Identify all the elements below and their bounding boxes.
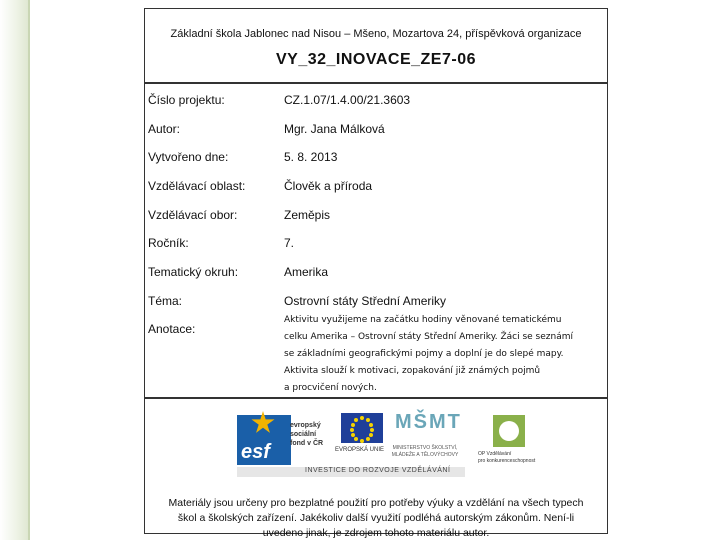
- esf-caption-line: evropský: [290, 422, 321, 429]
- header-box: [144, 8, 608, 83]
- value-educational-field: Zeměpis: [284, 208, 331, 222]
- op-logo: [493, 415, 525, 447]
- annotation-line: a procvičení nových.: [284, 383, 377, 393]
- msmt-logo: MŠMT: [395, 411, 462, 433]
- value-created: 5. 8. 2013: [284, 150, 338, 164]
- label-topic: Téma:: [148, 294, 183, 308]
- label-educational-area: Vzdělávací oblast:: [148, 179, 246, 193]
- annotation-line: Aktivitu využijeme na začátku hodiny věnované tematickému: [284, 315, 562, 325]
- value-topic: Ostrovní státy Střední Ameriky: [284, 294, 447, 308]
- school-name: Základní škola Jablonec nad Nisou – Mšeno, Mozartova 24, příspěvková organizace: [170, 28, 582, 40]
- footer-line: škol a školských zařízení. Jakékoliv další využití podléhá autorským zákonům. Není-li: [177, 512, 575, 524]
- left-decorative-bar: [0, 0, 30, 540]
- op-caption-line: OP Vzdělávání: [478, 451, 512, 457]
- invest-slogan: INVESTICE DO ROZVOJE VZDĚLÁVÁNÍ: [305, 467, 451, 474]
- value-topic-area: Amerika: [284, 265, 329, 279]
- value-grade: 7.: [284, 236, 295, 250]
- logos-box: [144, 398, 608, 539]
- esf-logo: [237, 415, 291, 465]
- esf-caption-line: sociální: [290, 431, 317, 438]
- op-caption-line: pro konkurenceschopnost: [478, 458, 536, 464]
- esf-mark: esf: [241, 441, 270, 463]
- footer-line: uvedeno jinak, je zdrojem tohoto materiálu autor.: [262, 527, 490, 539]
- label-author: Autor:: [148, 122, 181, 136]
- annotation-line: se základními geografickými pojmy a doplní je do slepé mapy.: [284, 349, 564, 359]
- label-annotation: Anotace:: [148, 322, 196, 336]
- annotation-line: celku Amerika – Ostrovní státy Střední Ameriky. Žáci se seznámí: [284, 332, 573, 342]
- label-grade: Ročník:: [148, 236, 189, 250]
- eu-caption: EVROPSKÁ UNIE: [335, 447, 385, 453]
- label-educational-field: Vzdělávací obor:: [148, 208, 238, 222]
- value-author: Mgr. Jana Málková: [284, 122, 385, 136]
- esf-caption-line: fond v ČR: [290, 440, 324, 447]
- title-sheet: [144, 8, 608, 539]
- footer-note: [151, 496, 601, 541]
- label-topic-area: Tematický okruh:: [148, 265, 239, 279]
- msmt-caption-line: MINISTERSTVO ŠKOLSTVÍ,: [392, 445, 458, 451]
- op-caption: [478, 451, 548, 465]
- annotation-line: Aktivita slouží k motivaci, zopakování již známých pojmů: [284, 366, 541, 376]
- annotation-text: [284, 312, 601, 397]
- material-code: VY_32_INOVACE_ZE7-06: [275, 51, 476, 68]
- label-project-number: Číslo projektu:: [148, 93, 225, 107]
- msmt-caption-line: MLÁDEŽE A TĚLOVÝCHOVY: [391, 452, 459, 458]
- esf-caption: [290, 421, 323, 448]
- value-project-number: CZ.1.07/1.4.00/21.3603: [284, 93, 411, 107]
- info-table: [144, 83, 608, 398]
- eu-flag-icon: [341, 413, 383, 443]
- label-created: Vytvořeno dne:: [148, 150, 229, 164]
- footer-line: Materiály jsou určeny pro bezplatné použití pro potřeby výuky a vzdělání na všech typech: [168, 497, 584, 509]
- value-educational-area: Člověk a příroda: [284, 179, 373, 193]
- msmt-caption: [389, 445, 461, 459]
